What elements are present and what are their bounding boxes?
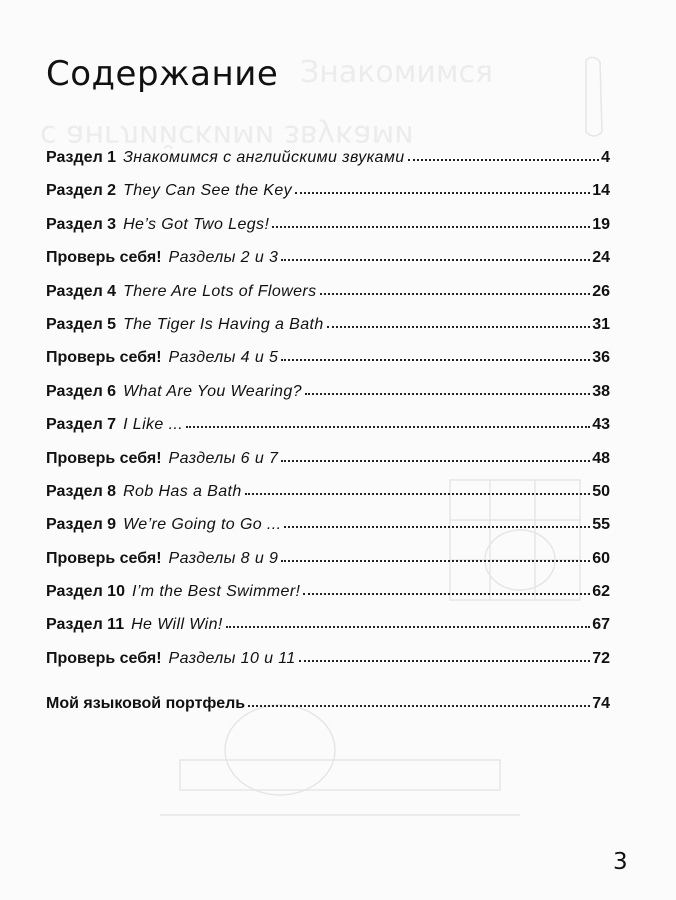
toc-entry-label: Проверь себя! bbox=[46, 649, 162, 667]
toc-entry-label: Проверь себя! bbox=[46, 549, 162, 567]
toc-entry-page: 24 bbox=[592, 249, 610, 267]
toc-entry[interactable] bbox=[46, 375, 610, 408]
dot-leader bbox=[248, 702, 590, 707]
toc-entry[interactable] bbox=[46, 275, 610, 308]
dot-leader bbox=[408, 156, 600, 161]
dot-leader bbox=[281, 256, 590, 261]
toc-entry-title: Знакомимся с английскими звуками bbox=[123, 149, 405, 166]
toc-entry-label: Раздел 9 bbox=[46, 516, 117, 534]
toc-entry[interactable] bbox=[46, 208, 610, 241]
svg-text:Знакомимся: Знакомимся bbox=[300, 55, 494, 90]
dot-leader bbox=[226, 623, 590, 628]
toc-entry-page: 74 bbox=[592, 695, 610, 713]
toc-entry-title: The Tiger Is Having a Bath bbox=[123, 315, 324, 333]
toc-entry-portfolio[interactable] bbox=[46, 687, 610, 720]
dot-leader bbox=[186, 423, 590, 428]
toc-entry[interactable] bbox=[46, 575, 610, 608]
toc-entry[interactable] bbox=[46, 542, 610, 575]
toc-entry-label: Раздел 6 bbox=[46, 382, 117, 400]
page-title: Содержание bbox=[46, 54, 279, 94]
toc-entry-label: Раздел 7 bbox=[46, 416, 117, 434]
toc-entry-page: 19 bbox=[592, 215, 610, 233]
toc-entry[interactable] bbox=[46, 508, 610, 541]
toc-entry-title: What Are You Wearing? bbox=[123, 382, 302, 400]
toc-entry-page: 72 bbox=[592, 649, 610, 667]
dot-leader bbox=[295, 189, 590, 194]
toc-entry-label: Раздел 2 bbox=[46, 182, 117, 200]
toc-entry-page: 43 bbox=[592, 416, 610, 434]
dot-leader bbox=[320, 290, 591, 295]
dot-leader bbox=[305, 390, 590, 395]
dot-leader bbox=[327, 323, 591, 328]
dot-leader bbox=[281, 557, 590, 562]
toc-entry-label: Раздел 5 bbox=[46, 315, 117, 333]
toc-entry-title: Разделы 10 и 11 bbox=[168, 649, 296, 667]
toc-entry[interactable] bbox=[46, 141, 610, 174]
toc-entry-title: I’m the Best Swimmer! bbox=[131, 583, 301, 601]
toc-entry-page: 14 bbox=[592, 182, 610, 200]
toc-entry-page: 4 bbox=[601, 149, 610, 166]
toc-entry[interactable] bbox=[46, 475, 610, 508]
toc-entry-title: He’s Got Two Legs! bbox=[123, 215, 270, 233]
toc-entry-title: He Will Win! bbox=[131, 616, 223, 634]
toc-entry-title: Разделы 4 и 5 bbox=[168, 349, 279, 367]
toc-entry-page: 55 bbox=[592, 516, 610, 534]
toc-entry-label: Мой языковой портфель bbox=[46, 695, 246, 713]
toc-entry-title: There Are Lots of Flowers bbox=[123, 282, 317, 300]
toc-entry[interactable] bbox=[46, 442, 610, 475]
toc-entry-label: Раздел 4 bbox=[46, 282, 117, 300]
toc-entry[interactable] bbox=[46, 642, 610, 675]
toc-entry-page: 48 bbox=[592, 449, 610, 467]
toc-entry-page: 31 bbox=[592, 315, 610, 333]
toc-entry-label: Раздел 3 bbox=[46, 215, 117, 233]
toc-entry-title: They Can See the Key bbox=[123, 182, 293, 200]
toc-entry-page: 50 bbox=[592, 482, 610, 500]
dot-leader bbox=[303, 590, 590, 595]
toc-entry-title: I Like ... bbox=[123, 416, 184, 434]
toc-entry-page: 60 bbox=[592, 549, 610, 567]
toc-entry-label: Раздел 1 bbox=[46, 149, 117, 166]
dot-leader bbox=[281, 457, 590, 462]
toc-entry-title: Разделы 2 и 3 bbox=[168, 249, 279, 267]
svg-text:с английскими звуками: с английскими звуками bbox=[40, 118, 414, 153]
toc-entry-page: 36 bbox=[592, 349, 610, 367]
toc-entry-page: 67 bbox=[592, 616, 610, 634]
toc-entry[interactable] bbox=[46, 174, 610, 207]
toc-entry-label: Раздел 8 bbox=[46, 482, 117, 500]
toc-entry-label: Проверь себя! bbox=[46, 449, 162, 467]
toc-entry-page: 38 bbox=[592, 382, 610, 400]
page-number: 3 bbox=[613, 849, 628, 875]
toc-entry[interactable] bbox=[46, 241, 610, 274]
toc-entry-title: Разделы 8 и 9 bbox=[168, 549, 279, 567]
toc-entry-label: Проверь себя! bbox=[46, 249, 162, 267]
dot-leader bbox=[281, 356, 590, 361]
dot-leader bbox=[284, 523, 590, 528]
toc-entry-title: Rob Has a Bath bbox=[123, 482, 242, 500]
toc-entry-label: Проверь себя! bbox=[46, 349, 162, 367]
toc-entry-page: 26 bbox=[592, 282, 610, 300]
toc-entry-title: We’re Going to Go ... bbox=[123, 516, 282, 534]
toc-entry[interactable] bbox=[46, 408, 610, 441]
dot-leader bbox=[272, 223, 590, 228]
toc-entry-label: Раздел 11 bbox=[46, 616, 125, 634]
table-of-contents bbox=[46, 141, 610, 721]
toc-entry[interactable] bbox=[46, 341, 610, 374]
toc-entry[interactable] bbox=[46, 308, 610, 341]
dot-leader bbox=[299, 657, 591, 662]
toc-entry-label: Раздел 10 bbox=[46, 583, 125, 601]
toc-entry-title: Разделы 6 и 7 bbox=[168, 449, 279, 467]
toc-entry[interactable] bbox=[46, 608, 610, 641]
dot-leader bbox=[245, 490, 591, 495]
toc-entry-page: 62 bbox=[592, 583, 610, 601]
